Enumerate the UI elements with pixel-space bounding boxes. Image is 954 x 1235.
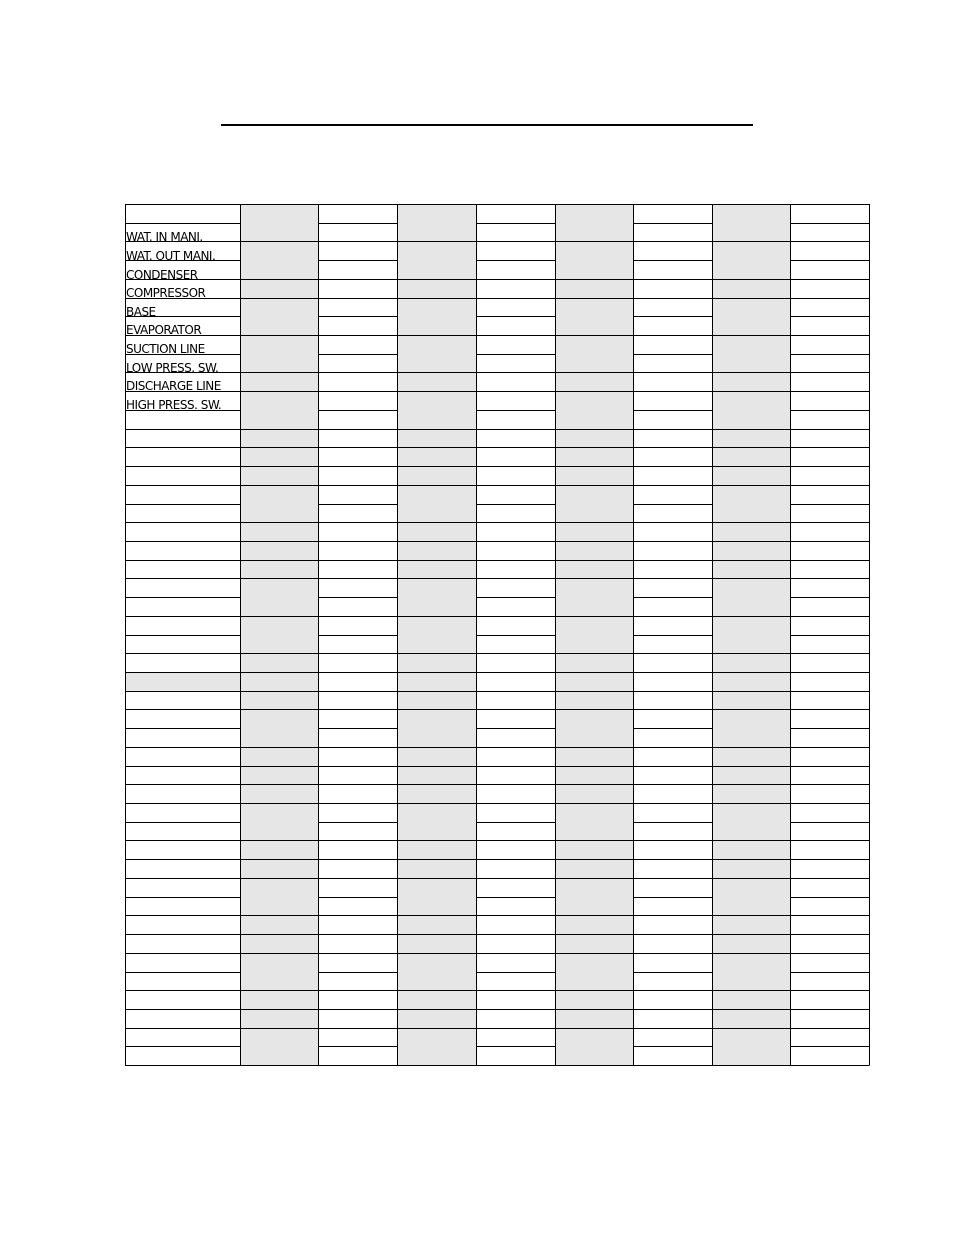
row-label-water-in-manifold: WAT. IN MANI. xyxy=(126,230,203,244)
row-label-condenser: CONDENSER xyxy=(126,268,198,282)
row-label-water-out-manifold: WAT. OUT MANI. xyxy=(126,249,216,263)
title-underline xyxy=(221,124,753,126)
shaded-column-5 xyxy=(556,204,633,1065)
inspection-grid xyxy=(125,204,870,1066)
row-label-base: BASE xyxy=(126,305,156,319)
row-label-evaporator: EVAPORATOR xyxy=(126,323,202,337)
row-label-low-pressure-switch: LOW PRESS. SW. xyxy=(126,361,219,375)
shaded-label-cell xyxy=(126,672,241,691)
row-label-header xyxy=(126,205,238,223)
shaded-column-1 xyxy=(241,204,318,1065)
shaded-column-3 xyxy=(398,204,476,1065)
shaded-column-7 xyxy=(713,204,790,1065)
row-label-discharge-line: DISCHARGE LINE xyxy=(126,379,221,393)
row-label-compressor: COMPRESSOR xyxy=(126,286,206,300)
row-label-high-pressure-switch: HIGH PRESS. SW. xyxy=(126,398,222,412)
row-label-suction-line: SUCTION LINE xyxy=(126,342,205,356)
